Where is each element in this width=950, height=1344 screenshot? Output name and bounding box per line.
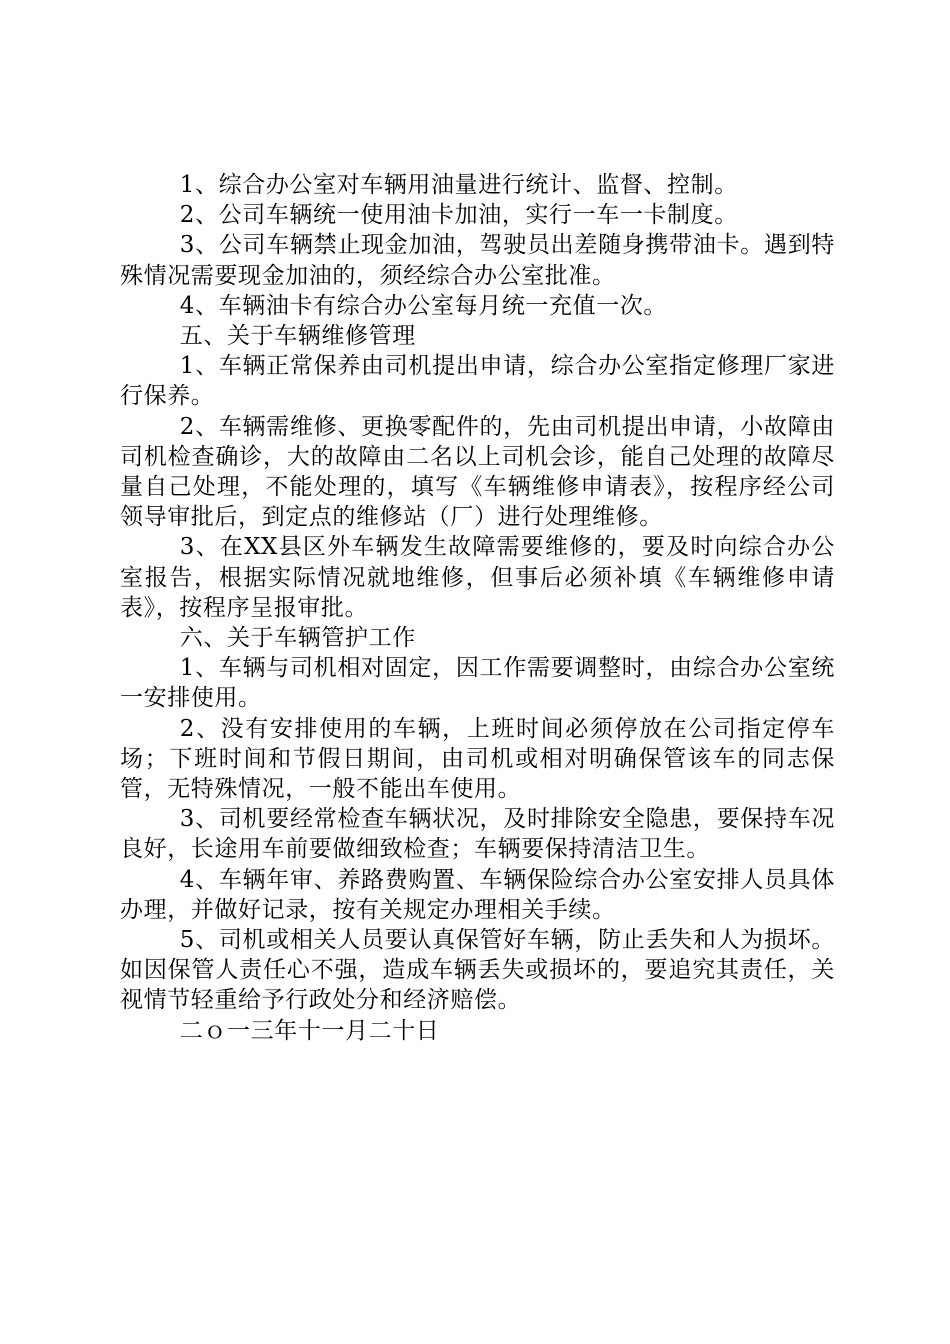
paragraph-no-cash-fuel: 3、公司车辆禁止现金加油，驾驶员出差随身携带油卡。遇到特殊情况需要现金加油的，须经综合办公室批准。 bbox=[120, 232, 835, 289]
paragraph-inspection: 3、司机要经常检查车辆状况，及时排除安全隐患，要保持车况良好，长途用车前要做细致检查；车辆要保持清洁卫生。 bbox=[120, 806, 835, 863]
paragraph-custody-liability: 5、司机或相关人员要认真保管好车辆，防止丢失和人为损坏。如因保管人责任心不强，造成车辆丢失或损坏的，要追究其责任，关视情节轻重给予行政处分和经济赔偿。 bbox=[120, 927, 835, 1014]
paragraph-offsite-repair: 3、在XX县区外车辆发生故障需要维修的，要及时向综合办公室报告，根据实际情况就地维修，但事后必须补填《车辆维修申请表》，按程序呈报审批。 bbox=[120, 534, 835, 621]
paragraph-repair-procedure: 2、车辆需维修、更换零配件的，先由司机提出申请，小故障由司机检查确诊，大的故障由二名以上司机会诊，能自己处理的故障尽量自己处理，不能处理的，填写《车辆维修申请表》，按程序经公司领导审批后，到定点的维修站（厂）进行处理维修。 bbox=[120, 413, 835, 531]
section-heading-vehicle-care: 六、关于车辆管护工作 bbox=[179, 625, 416, 652]
paragraph-fuel-statistics: 1、综合办公室对车辆用油量进行统计、监督、控制。 bbox=[179, 172, 738, 198]
section-heading-maintenance: 五、关于车辆维修管理 bbox=[179, 323, 416, 350]
paragraph-parking: 2、没有安排使用的车辆，上班时间必须停放在公司指定停车场；下班时间和节假日期间，由司机或相对明确保管该车的同志保管，无特殊情况，一般不能出车使用。 bbox=[120, 715, 835, 803]
paragraph-fuel-card: 2、公司车辆统一使用油卡加油，实行一车一卡制度。 bbox=[179, 202, 738, 229]
document-date: 二ｏ一三年十一月二十日 bbox=[179, 1017, 440, 1044]
paragraph-card-recharge: 4、车辆油卡有综合办公室每月统一充值一次。 bbox=[179, 292, 668, 319]
paragraph-driver-assignment: 1、车辆与司机相对固定，因工作需要调整时，由综合办公室统一安排使用。 bbox=[120, 655, 835, 712]
paragraph-annual-review: 4、车辆年审、养路费购置、车辆保险综合办公室安排人员具体办理，并做好记录，按有关规定办理相关手续。 bbox=[120, 866, 835, 923]
document-page bbox=[120, 170, 835, 1046]
paragraph-routine-maintenance: 1、车辆正常保养由司机提出申请，综合办公室指定修理厂家进行保养。 bbox=[120, 353, 835, 410]
